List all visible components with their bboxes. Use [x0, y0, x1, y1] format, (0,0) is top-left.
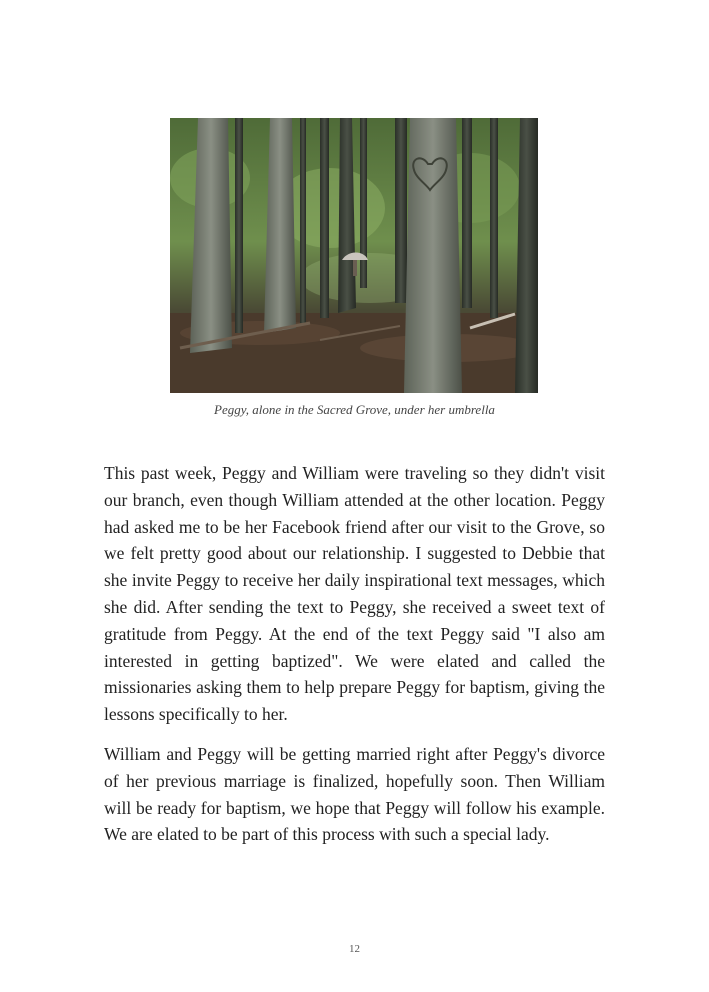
forest-photo	[170, 118, 538, 393]
paragraph: William and Peggy will be getting married right after Peggy's divorce of her previous marriage is finalized, hopefully soon. Then William will be ready for baptism, we hope that Peggy will follow his example. We are elated to be part of this process with such a special lady.	[104, 743, 605, 845]
page-number: 12	[349, 943, 360, 955]
figure-caption: Peggy, alone in the Sacred Grove, under her umbrella	[214, 402, 495, 417]
body-text	[104, 460, 605, 861]
paragraph: This past week, Peggy and William were traveling so they didn't visit our branch, even though William attended at the other location. Peggy had asked me to be her Facebook friend after our visit to the Grove, so we felt pretty good about our relationship. I suggested to Debbie that she invite Peggy to receive her daily inspirational text messages, which she did. After sending the text to Peggy, she received a sweet text of gratitude from Peggy. At the end of the text Peggy said "I also am interested in getting baptized". We were elated and called the missionaries asking them to help prepare Peggy for baptism, giving the lessons specifically to her.	[104, 463, 605, 725]
